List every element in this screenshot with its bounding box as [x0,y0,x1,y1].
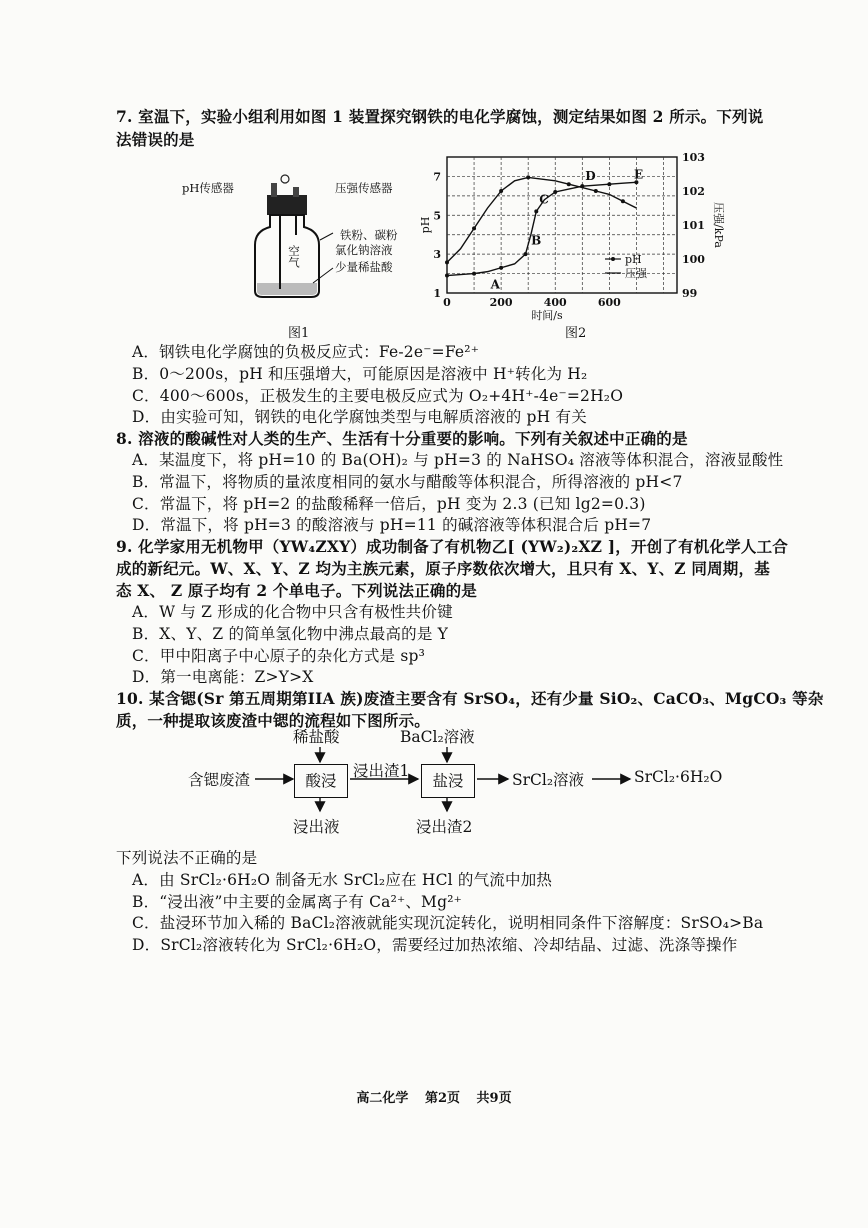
y-right-tick-label: 102 [682,185,705,198]
q7-option-a: A．钢铁电化学腐蚀的负极反应式：Fe-2e⁻=Fe²⁺ [132,343,480,361]
footer-subject: 高二化学 [356,1091,409,1106]
q8-option-d: D．常温下，将 pH=3 的酸溶液与 pH=11 的碱溶液等体积混合后 pH=7 [132,516,652,534]
flow-output1: 浸出液 [293,818,340,836]
legend-ph-label: pH [625,253,642,266]
q9-option-c: C．甲中阳离子中心原子的杂化方式是 sp³ [132,647,426,665]
annotation-label: B [531,233,542,248]
q7-option-b: B．0～200s，pH 和压强增大，可能原因是溶液中 H⁺转化为 H₂ [132,365,588,383]
q8-option-c: C．常温下，将 pH=2 的盐酸稀释一倍后，pH 变为 2.3 (已知 lg2=0.3) [132,495,646,513]
flow-product1: SrCl₂溶液 [512,771,585,789]
y-left-tick-label: 1 [433,287,441,300]
page-footer [0,1087,868,1106]
q7-option-d: D．由实验可知，钢铁的电化学腐蚀类型与电解质溶液的 pH 有关 [132,408,587,426]
y-left-tick-label: 3 [433,248,441,262]
series-point-pressure [445,260,449,264]
series-point-pressure [499,189,503,193]
stopper [267,195,307,215]
q10-option-b: B．“浸出液”中主要的金属离子有 Ca²⁺、Mg²⁺ [132,893,463,911]
legend-pressure-label: 压强 [625,267,647,280]
y-left-tick-label: 7 [433,170,441,184]
q10-option-c: C．盐浸环节加入稀的 BaCl₂溶液就能实现沉淀转化，说明相同条件下溶解度：SrSO₄>Ba [132,914,764,932]
x-tick-label: 200 [489,296,513,309]
series-point-pressure [594,189,598,193]
q7-option-c: C．400～600s，正极发生的主要电极反应式为 O₂+4H⁺-4e⁻=2H₂O [132,387,624,405]
q9-option-a: A．W 与 Z 形成的化合物中只含有极性共价键 [132,603,453,621]
q10-option-a: A．由 SrCl₂·6H₂O 制备无水 SrCl₂应在 HCl 的气流中加热 [132,871,553,889]
series-line-pressure [447,177,636,262]
q7-stem-line1: 7. 室温下，实验小组利用如图 1 装置探究钢铁的电化学腐蚀，测定结果如图 2 所示。下列说 [116,107,764,126]
annotation-label: E [634,167,644,182]
q9-stem-line1: 9. 化学家用无机物甲（YW₄ZXY）成功制备了有机物乙[ (YW₂)₂XZ ]，开创了有机化学人工合 [116,537,788,556]
pressure-probe [293,187,299,197]
annotation-label: A [490,277,500,292]
flow-reagent2: BaCl₂溶液 [400,728,475,746]
y-left-axis-label: pH [419,216,432,234]
y-right-tick-label: 100 [682,253,705,266]
x-tick-label: 0 [443,296,451,309]
x-tick-label: 400 [543,296,567,309]
y-right-tick-label: 101 [682,219,705,232]
ph-sensor-label: pH传感器 [182,181,234,195]
series-point-ph [445,274,449,278]
flow-reagent1: 稀盐酸 [293,728,340,746]
figure-2-caption: 图2 [565,326,587,341]
nacl-label: 氯化钠溶液 [335,243,393,257]
series-point-ph [534,209,538,213]
y-right-tick-label: 103 [682,151,705,164]
flow-product2: SrCl₂·6H₂O [634,768,723,786]
liquid [257,283,317,295]
flow-chart [150,725,750,840]
pressure-sensor-label: 压强传感器 [335,181,393,195]
y-left-tick-label: 5 [433,209,441,223]
q9-option-d: D．第一电离能：Z>Y>X [132,668,314,686]
footer-page: 第2页 [424,1091,460,1106]
series-point-ph [499,266,503,270]
q10-stem-line2: 质，一种提取该废渣中锶的流程如下图所示。 [116,711,431,730]
flow-input: 含锶废渣 [188,771,251,789]
q10-stem-line1: 10. 某含锶(Sr 第五周期第IIA 族)废渣主要含有 SrSO₄，还有少量 SiO₂、CaCO₃、MgCO₃ 等杂 [116,689,824,708]
series-point-ph [553,190,557,194]
flow-output2: 浸出渣2 [416,818,473,836]
q8-stem: 8. 溶液的酸碱性对人类的生产、生活有十分重要的影响。下列有关叙述中正确的是 [116,429,688,448]
flow-intermediate: 浸出渣1 [353,762,410,780]
series-point-pressure [472,226,476,230]
series-point-pressure [526,175,530,179]
chart-svg [415,145,725,345]
y-right-tick-label: 99 [682,287,698,300]
q10-prompt: 下列说法不正确的是 [116,849,258,867]
q7-stem-line2: 法错误的是 [116,130,195,149]
series-point-ph [523,252,527,256]
air-label: 空气 [287,245,301,268]
q8-option-b: B．常温下，将物质的量浓度相同的氨水与醋酸等体积混合，所得溶液的 pH<7 [132,473,683,491]
flow-step-salt-leach: 盐浸 [421,764,475,798]
q9-option-b: B．X、Y、Z 的简单氢化物中沸点最高的是 Y [132,625,449,643]
iron-carbon-label: 铁粉、碳粉 [340,228,398,242]
q10-option-d: D．SrCl₂溶液转化为 SrCl₂·6H₂O，需要经过加热浓缩、冷却结晶、过滤、洗涤等操作 [132,936,738,954]
q9-stem-line2: 成的新纪元。W、X、Y、Z 均为主族元素，原子序数依次增大，且只有 X、Y、Z 同周期，基 [116,559,770,578]
figure-2-chart [415,145,725,345]
figure-1-caption: 图1 [288,326,310,341]
x-tick-label: 600 [597,296,621,309]
footer-total: 共9页 [476,1091,512,1106]
series-point-ph [607,182,611,186]
q9-stem-line3: 态 X、 Z 原子均有 2 个单电子。下列说法正确的是 [116,581,478,600]
x-axis-label: 时间/s [531,309,563,322]
y-right-axis-label: 压强/kPa [712,202,725,248]
annotation-label: D [585,169,596,184]
annotation-label: C [539,192,549,207]
legend-ph-marker [611,257,615,261]
flow-step-acid-leach: 酸浸 [294,764,348,798]
series-point-ph [472,272,476,276]
q8-option-a: A．某温度下，将 pH=10 的 Ba(OH)₂ 与 pH=3 的 NaHSO₄ 溶液等体积混合，溶液显酸性 [132,451,784,469]
series-point-pressure [621,199,625,203]
ph-probe [271,183,277,197]
series-point-pressure [567,182,571,186]
hcl-label: 少量稀盐酸 [335,260,393,274]
figure-1-apparatus [175,165,425,340]
